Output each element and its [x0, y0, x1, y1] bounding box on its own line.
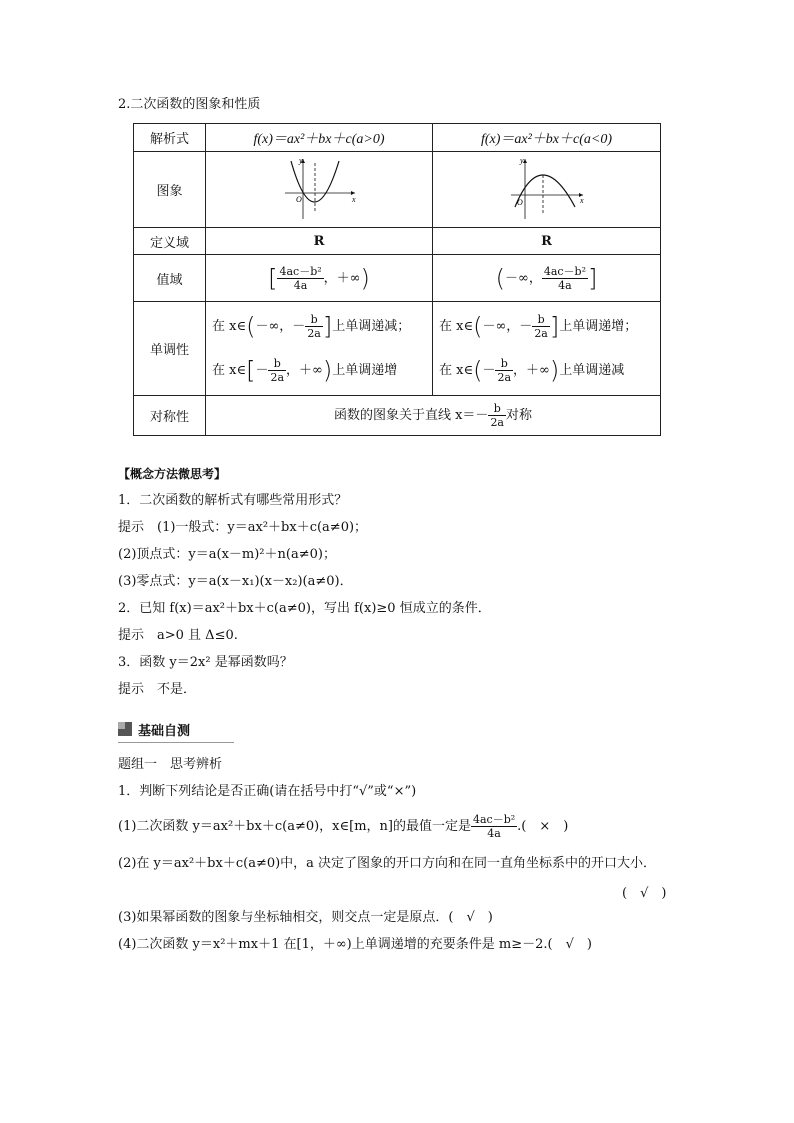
statement-2: (2)在 y＝ax²＋bx＋c(a≠0)中，a 决定了图象的开口方向和在同一直角坐标系中的开口大小． [118, 856, 657, 871]
quadratic-properties-table [133, 123, 661, 436]
answer-2: 提示 a>0 且 Δ≤0. [118, 628, 238, 643]
answer-1-line-2: (2)顶点式：y＝a(x－m)²＋n(a≠0)； [118, 547, 336, 562]
section-title: 2.二次函数的图象和性质 [118, 97, 261, 112]
table-row [134, 124, 661, 152]
question-2: 2．已知 f(x)＝ax²＋bx＋c(a≠0)，写出 f(x)≥0 恒成立的条件． [118, 601, 491, 616]
range-negative: (－∞， $\frac{\text{4ac－b²}}{4a}$ ] [433, 255, 661, 302]
monotonic-line: 在 x∈(－∞，－ $\frac{b}{2a}$ ]上单调递减； [212, 312, 411, 340]
range-positive: [ $\frac{\text{4ac－b²}}{4a}$ ，＋∞) [206, 255, 433, 302]
table-row [134, 396, 661, 436]
exercise-group-title: 题组一 思考辨析 [118, 757, 223, 772]
row-label: 解析式 [134, 124, 206, 152]
monotonic-negative [433, 302, 661, 396]
axis-y-label: y [299, 155, 303, 165]
domain-negative: R [433, 228, 661, 255]
symmetry-statement: 函数的图象关于直线 x＝－ $\frac{b}{2a}$ 对称 [206, 396, 661, 436]
statement-4: (4)二次函数 y＝x²＋mx＋1 在[1，＋∞)上单调递增的充要条件是 m≥－2.( √ ) [118, 937, 592, 952]
monotonic-line: 在 x∈[－ $\frac{b}{2a}$ ，＋∞)上单调递增 [212, 356, 398, 384]
row-label: 定义域 [134, 228, 206, 255]
origin-label: O [296, 194, 302, 204]
parabola-down-graph [507, 155, 587, 221]
question-3: 3．函数 y＝2x² 是幂函数吗？ [118, 655, 293, 670]
answer-1-line-3: (3)零点式：y＝a(x－x₁)(x－x₂)(a≠0)． [118, 574, 353, 589]
row-label: 对称性 [134, 396, 206, 436]
table-row [134, 302, 661, 396]
range-fraction: $\frac{\text{4ac－b²}}{4a}$ [543, 264, 586, 292]
answer-1-line-1: 提示 (1)一般式：y＝ax²＋bx＋c(a≠0)； [118, 520, 368, 535]
formula-negative: f(x)＝ax²＋bx＋c(a<0) [433, 124, 661, 152]
row-label: 图象 [134, 152, 206, 228]
concept-heading: 【概念方法微思考】 [118, 467, 227, 481]
row-label: 单调性 [134, 302, 206, 396]
table-row [134, 152, 661, 228]
statement-1: (1)二次函数 y＝ax²＋bx＋c(a≠0)，x∈[m，n]的最值一定是 $\frac{\text{4ac－b²}}{4a}$ .( × ) [118, 813, 569, 840]
table-row [134, 255, 661, 302]
graph-positive [206, 152, 433, 228]
statement-3: (3)如果幂函数的图象与坐标轴相交，则交点一定是原点．( √ ) [118, 910, 493, 925]
formula-positive: f(x)＝ax²＋bx＋c(a>0) [206, 124, 433, 152]
domain-positive: R [206, 228, 433, 255]
heading-rule [118, 742, 234, 743]
axis-y-label: y [519, 155, 524, 165]
monotonic-positive [206, 302, 433, 396]
range-fraction: $\frac{\text{4ac－b²}}{4a}$ [279, 264, 322, 292]
statement-2-answer: ( √ ) [622, 886, 667, 901]
origin-label: O [516, 197, 523, 207]
graph-negative [433, 152, 661, 228]
axis-x-label: x [579, 195, 584, 205]
answer-3: 提示 不是． [118, 682, 197, 697]
question-1: 1．二次函数的解析式有哪些常用形式？ [118, 493, 348, 508]
basic-test-heading: 基础自测 [118, 719, 234, 741]
axis-x-label: x [352, 194, 356, 204]
table-row [134, 228, 661, 255]
monotonic-line: 在 x∈(－ $\frac{b}{2a}$ ，＋∞)上单调递减 [439, 356, 625, 384]
square-block-icon [118, 722, 132, 736]
row-label: 值域 [134, 255, 206, 302]
parabola-up-graph [279, 155, 359, 221]
monotonic-line: 在 x∈(－∞，－ $\frac{b}{2a}$ ]上单调递增； [439, 312, 638, 340]
exercise-instruction: 1．判断下列结论是否正确(请在括号中打“√”或“×”) [118, 784, 417, 799]
